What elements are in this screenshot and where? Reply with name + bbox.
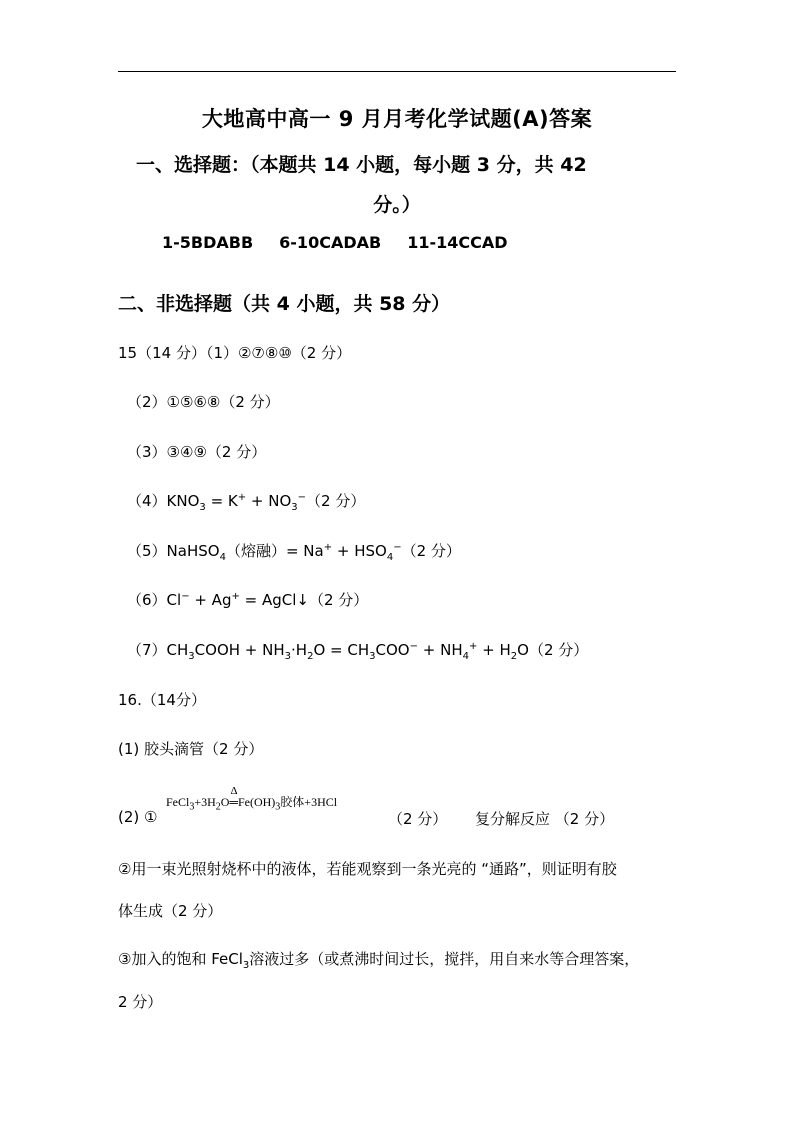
answers-6-10: 6-10CADAB — [279, 233, 382, 252]
q16-header: 16.（14分） — [118, 691, 206, 709]
q16-part3-line2: 体生成（2 分） — [118, 902, 223, 920]
q16-part2-type: 复分解反应 （2 分） — [475, 810, 615, 828]
heat-arrow: Δ ═ — [229, 785, 238, 809]
q15-part3: （3）③④⑨（2 分） — [127, 443, 267, 461]
answers-11-14: 11-14CCAD — [407, 233, 508, 252]
q15-part4: $(4)KNO_3 = K^+ + NO_3^-(2$ 分） — [127, 492, 366, 513]
q15-part2: （2）①⑤⑥⑧（2 分） — [127, 393, 280, 411]
q15-header: 15（14 分）（1）②⑦⑧⑩（2 分） — [118, 344, 352, 362]
section2-heading: 二、非选择题（共 4 小题，共 58 分） — [118, 293, 451, 315]
q15-part6: （6）Cl− + Ag+ = AgCl↓（2 分） — [127, 591, 369, 609]
q16-part2-score: （2 分） — [388, 810, 448, 828]
choice-answers — [162, 233, 534, 252]
answers-1-5: 1-5BDABB — [162, 233, 254, 252]
q16-part3-line1: ②用一束光照射烧杯中的液体，若能观察到一条光亮的 “通路”，则证明有胶 — [118, 860, 617, 878]
q16-part2-label: (2) ① — [118, 808, 158, 826]
q16-part4-line2: 2 分） — [118, 993, 163, 1011]
section1-heading-line1: 一、选择题：（本题共 14 小题，每小题 3 分，共 42 — [136, 154, 587, 176]
q15-part5: （5）NaHSO$_4$（熔融）= $Na^+ + HSO_4^-(2$ 分） — [127, 542, 461, 563]
q16-part1: (1) 胶头滴管（2 分） — [118, 740, 264, 758]
reaction-equation: $FeCl_3+3H_2O$ Δ $═Fe(OH)_3$胶体+3HCl — [166, 785, 338, 813]
q16-part4-line1: ③加入的饱和 FeCl$_3$溶液过多（或煮沸时间过长，搅拌，用自来水等合理答案， — [118, 950, 640, 971]
header-rule — [118, 71, 676, 72]
section1-heading-line2: 分。） — [373, 194, 421, 216]
page-title: 大地高中高一 9 月月考化学试题(A)答案 — [201, 107, 593, 131]
q15-part7: $(7)CH_3COOH + NH_3\cdot H_2O = CH_3COO^- + NH_4^+ + H_2O(2$ 分） — [127, 641, 589, 662]
